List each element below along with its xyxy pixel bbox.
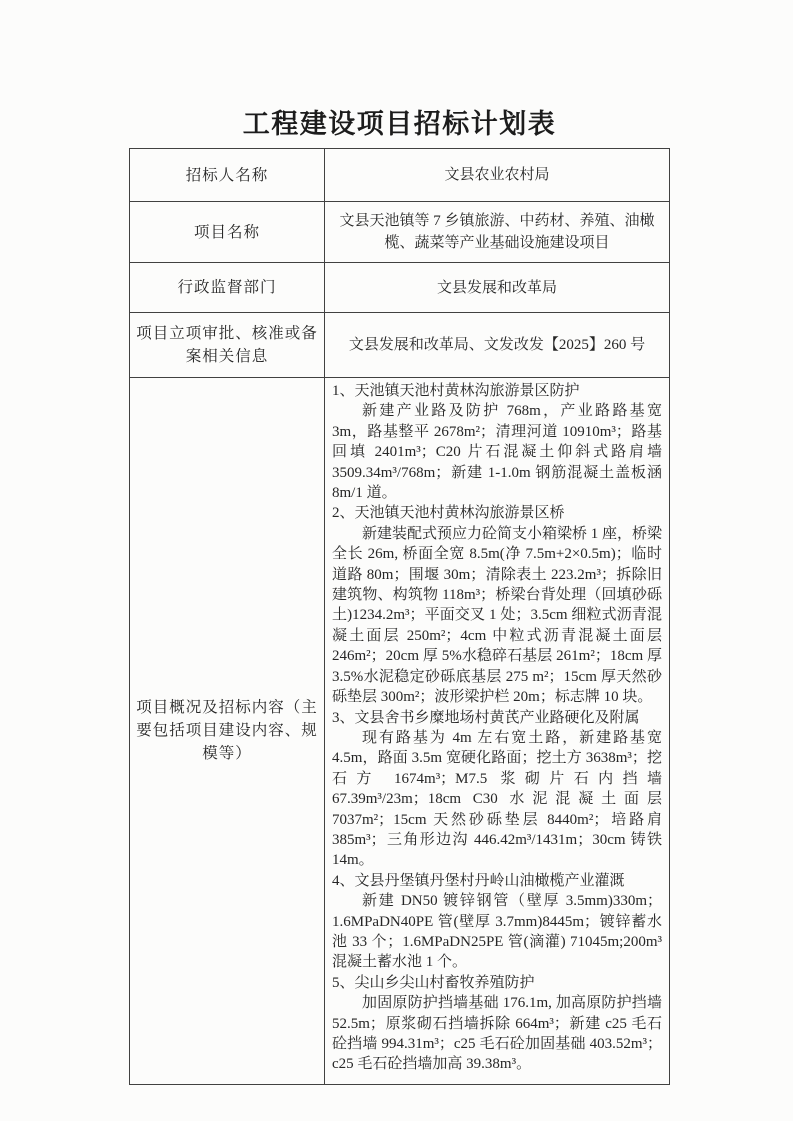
document-page [129,102,670,1085]
overview-section-3 [332,708,662,871]
bidding-plan-table [129,148,670,1085]
table-row-supervision-dept [130,263,670,313]
section-3-heading: 3、文县舍书乡糜地场村黄芪产业路硬化及附属 [332,709,640,726]
project-overview-label: 项目概况及招标内容（主要包括项目建设内容、规模等） [130,378,325,1085]
table-row-bidder-name [130,149,670,202]
overview-section-2 [332,503,662,707]
overview-section-1 [332,381,662,503]
table-row-project-overview [130,378,670,1085]
table-row-project-name [130,202,670,263]
overview-section-5 [332,973,662,1075]
section-1-body: 新建产业路及防护 768m，产业路路基宽 3m，路基整平 2678m²；清理河道 10910m³；路基回填 2401m³；C20 片石混凝土仰斜式路肩墙 3509.34m³/768m；新建 1-1.0m 钢筋混凝土盖板涵 8m/1 道。 [332,403,662,502]
project-name-value: 文县天池镇等 7 乡镇旅游、中药材、养殖、油橄榄、蔬菜等产业基础设施建设项目 [325,202,670,263]
approval-info-label: 项目立项审批、核准或备案相关信息 [130,313,325,378]
supervision-dept-label: 行政监督部门 [130,263,325,313]
section-5-heading: 5、尖山乡尖山村畜牧养殖防护 [332,974,535,991]
section-2-body: 新建装配式预应力砼简支小箱梁桥 1 座，桥梁全长 26m, 桥面全宽 8.5m(净 7.5m+2×0.5m)；临时道路 80m；围堰 30m；清除表土 223.2m³；拆除旧建筑物、构筑物 118m³；桥梁台背处理（回填砂砾土)1234.2m³；平面交叉 1 处；3.5cm 细粒式沥青混凝土面层 250m²；4cm 中粒式沥青混凝土面层 246m²；20cm 厚 5%水稳碎石基层 261m²；18cm 厚 3.5%水泥稳定砂砾底基层 275 m²；15cm 厚天然砂砾垫层 300m²；波形梁护栏 20m；标志牌 10 块。 [332,525,663,706]
section-2-heading: 2、天池镇天池村黄林沟旅游景区桥 [332,505,565,522]
project-name-label: 项目名称 [130,202,325,263]
supervision-dept-value: 文县发展和改革局 [325,263,670,313]
approval-info-value: 文县发展和改革局、文发改发【2025】260 号 [325,313,670,378]
section-3-body: 现有路基为 4m 左右宽土路，新建路基宽 4.5m，路面 3.5m 宽硬化路面；挖土方 3638m³；挖石方 1674m³；M7.5 浆砌片石内挡墙 67.39m³/23m；18cm C30 水泥混凝土面层 7037m²；15cm 天然砂砾垫层 8440m²；培路肩 385m³；三角形边沟 446.42m³/1431m；30cm 铸铁 14m。 [332,729,662,869]
bidder-name-label: 招标人名称 [130,149,325,202]
overview-section-4 [332,871,662,973]
page-title: 工程建设项目招标计划表 [242,109,557,139]
section-1-heading: 1、天池镇天池村黄林沟旅游景区防护 [332,383,580,399]
project-overview-content [325,378,670,1085]
table-row-approval-info [130,313,670,378]
section-5-body: 加固原防护挡墙基础 176.1m, 加高原防护挡墙 52.5m；原浆砌石挡墙拆除 664m³；新建 c25 毛石砼挡墙 994.31m³；c25 毛石砼加固基础 403.52m³；c25 毛石砼挡墙加高 39.38m³。 [332,995,662,1073]
section-4-heading: 4、文县丹堡镇丹堡村丹岭山油橄榄产业灌溉 [332,872,625,889]
bidder-name-value: 文县农业农村局 [325,149,670,202]
section-4-body: 新建 DN50 镀锌钢管（壁厚 3.5mm)330m；1.6MPaDN40PE 管(壁厚 3.7mm)8445m；镀锌蓄水池 33 个；1.6MPaDN25PE 管(滴灌) 71045m;200m³ 混凝土蓄水池 1 个。 [332,893,662,971]
